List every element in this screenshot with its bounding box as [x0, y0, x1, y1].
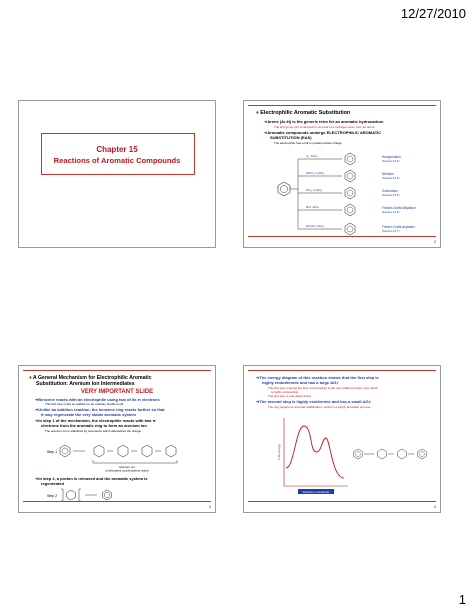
- arenium-ion-sublabel: (a delocalized cyclohexadienyl cation): [105, 469, 149, 473]
- product-ring-icon: [345, 204, 355, 216]
- energy-curve: [286, 426, 344, 478]
- subbullet-electrophile: The electrophile has a full or partial positive charge: [274, 141, 342, 145]
- reaction-name: Nitration: [382, 172, 394, 176]
- step1-mechanism: [19, 436, 216, 476]
- reagent-label: RCl, AlCl₃: [306, 205, 320, 209]
- slide-1[interactable]: [18, 100, 216, 248]
- arenium-ring-icon: [398, 449, 407, 459]
- slide-heading: ♦ Electrophilic Aromatic Substitution: [256, 110, 351, 116]
- arenium-ion-label: Arenium ion: [118, 465, 136, 469]
- slide-title-box: [41, 133, 195, 175]
- reagent-label: HNO₃, H₂SO₄: [306, 171, 325, 175]
- arrow-bullet-icon: ➜: [35, 418, 39, 423]
- arrow-bullet-icon: ➜: [264, 130, 268, 135]
- bullet-energy-diagram-cont: highly endothermic and has a large ΔG‡: [262, 380, 339, 385]
- arenium-ring-icon: [378, 449, 387, 459]
- bullet-second-step: ➜The second step is highly exothermic and has a small ΔG‡: [256, 399, 371, 404]
- bullet-energy-diagram: ➜The energy diagram of this reaction shows that the first step is: [256, 375, 379, 380]
- subbullet-aromaticity-loss-cont: is highly unfavorable: [271, 390, 299, 394]
- reaction-name: Halogenation: [382, 155, 401, 159]
- slide-subheading: VERY IMPORTANT SLIDE: [80, 389, 154, 395]
- reagent-label: X₂, FeX₃: [306, 154, 318, 158]
- page-number: 1: [458, 592, 466, 607]
- page-date: 12/27/2010: [400, 6, 466, 21]
- subbullet-aromaticity-loss: The first step requires the loss of aromaticity of the very stable benzene ring, which: [268, 386, 379, 390]
- bullet-arene: ➜Arene (Ar-H) is the generic term for an aromatic hydrocarbon: [264, 119, 384, 124]
- slide-top-rule: [248, 370, 436, 371]
- reaction-section: (Section 15.5): [382, 193, 400, 197]
- slide-3[interactable]: [18, 365, 216, 513]
- slide-top-rule: [23, 370, 211, 371]
- slide-title-line2: Reactions of Aromatic Compounds: [53, 156, 181, 165]
- step1-label: Step 1: [47, 450, 58, 454]
- subbullet-addition: This first step is like an addition to an ordinary double bond: [45, 402, 124, 406]
- arrow-bullet-icon: ➜: [35, 397, 39, 402]
- bullet-pi-electrons: ➜Benzene reacts with an electrophile using two of its π electrons: [35, 397, 160, 402]
- product-ring-icon: [345, 170, 355, 182]
- bullet-step2-cont: regenerated: [41, 481, 64, 486]
- product-ring-icon: [345, 223, 355, 235]
- reaction-name: Friedel-Crafts Alkylation: [382, 206, 416, 210]
- slide-title-line1: Chapter 15: [96, 145, 138, 154]
- slide-bottom-rule: [23, 501, 211, 502]
- diamond-bullet-icon: ♦: [29, 375, 32, 381]
- bullet-eas: ➜Aromatic compounds undergo ELECTROPHILIC AROMATIC: [264, 130, 382, 135]
- energy-diagram: [244, 412, 441, 502]
- bullet-unlike-addition-cont: it may regenerate the very stable aromatic system: [41, 412, 136, 417]
- reagent-label: RCOCl, AlCl₃: [306, 224, 324, 228]
- diamond-bullet-icon: ♦: [256, 110, 259, 116]
- bullet-unlike-addition: ➜Unlike an addition reaction, the benzene ring reacts further so that: [35, 407, 165, 412]
- product-ring-icon: [418, 449, 427, 459]
- y-axis-label: Free energy: [277, 443, 281, 460]
- slide-heading: ♦ A General Mechanism for Electrophilic Aromatic: [29, 375, 152, 381]
- bullet-step1: ➜In step 1 of the mechanism, the electrophile reacts with two π: [35, 418, 156, 423]
- bullet-step2: ➜In step 2, a proton is removed and the aromatic system is: [35, 476, 148, 481]
- reagent-label: SO₃, H₂SO₄: [306, 188, 323, 192]
- reaction-section: (Section 15.4): [382, 176, 400, 180]
- bullet-step1-cont: electrons from the aromatic ring to form an arenium ion: [41, 423, 147, 428]
- slide-heading-cont: Substitution: Arenium Ion Intermediates: [36, 381, 135, 387]
- arenium-ring-icon: [166, 445, 176, 457]
- reaction-section: (Section 15.3): [382, 159, 400, 163]
- x-axis-label: Reaction coordinate: [302, 490, 330, 494]
- reaction-name: Sulfonation: [382, 189, 398, 193]
- subbullet-regains-aromaticity: The ring regains its aromatic stabilization, which is a highly favorable process: [268, 405, 371, 409]
- arenium-ring-icon: [118, 445, 128, 457]
- slide-2[interactable]: [243, 100, 441, 248]
- subbullet-aryl: The aryl group (Ar) is derived by removal of a hydrogen atom from an arene: [274, 125, 375, 129]
- arrow-bullet-icon: ➜: [35, 476, 39, 481]
- arrow-bullet-icon: ➜: [264, 119, 268, 124]
- reaction-section: (Section 15.7): [382, 229, 400, 233]
- product-ring-icon: [345, 187, 355, 199]
- slide-bottom-rule: [248, 236, 436, 237]
- bullet-eas-cont: SUBSTITUTION (EAS): [270, 135, 312, 140]
- arrow-bullet-icon: ➜: [35, 407, 39, 412]
- slide-4[interactable]: [243, 365, 441, 513]
- slide-number: 4: [433, 504, 436, 509]
- slide-number: 3: [208, 504, 211, 509]
- product-ring-icon: [345, 153, 355, 165]
- arrow-bullet-icon: ➜: [256, 399, 260, 404]
- slide-top-rule: [248, 105, 436, 106]
- slide-bottom-rule: [248, 501, 436, 502]
- subbullet-rate-determining: The first step is rate-determining: [268, 394, 312, 398]
- arenium-ring-icon: [142, 445, 152, 457]
- product-ring-icon: [103, 490, 112, 500]
- benzene-ring-icon: [278, 182, 290, 196]
- step2-label: Step 2: [47, 494, 58, 498]
- reaction-name: Friedel-Crafts Acylation: [382, 225, 415, 229]
- reactant-ring-icon: [354, 449, 363, 459]
- arrow-bullet-icon: ➜: [256, 375, 260, 380]
- subbullet-resonance: The arenium ion is stabilized by resonance which delocalizes the charge: [45, 429, 142, 433]
- benzene-ring-icon: [60, 445, 70, 457]
- arenium-ring-icon: [94, 445, 104, 457]
- reaction-section: (Section 15.6): [382, 210, 400, 214]
- eas-reaction-scheme: [244, 147, 441, 247]
- step2-mechanism: [19, 487, 216, 505]
- slide-number: 2: [433, 239, 436, 244]
- arenium-ring-icon: [67, 490, 76, 500]
